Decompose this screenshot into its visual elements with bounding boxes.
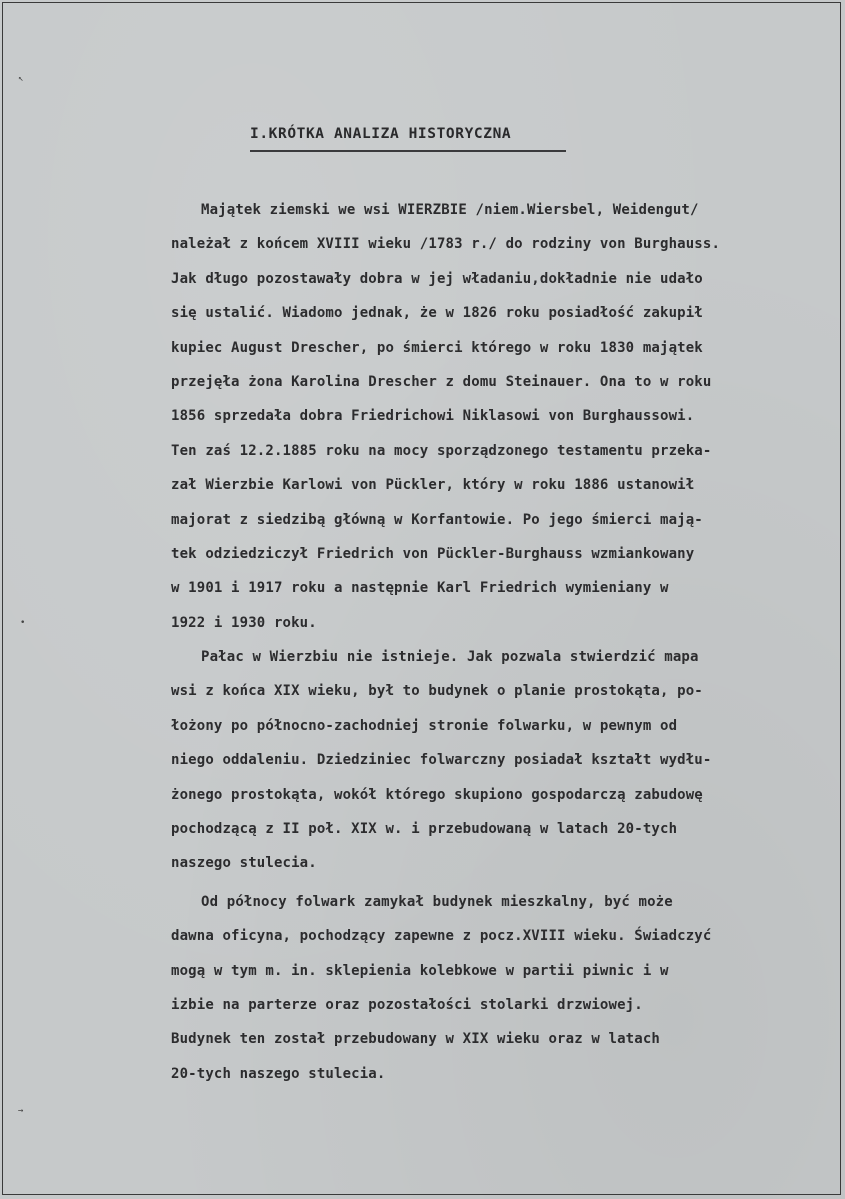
paragraph-1 [171, 193, 836, 640]
title-underline [250, 150, 566, 152]
margin-mark: ↖ [18, 74, 24, 84]
text-line: 20-tych naszego stulecia. [171, 1065, 386, 1082]
text-line: Majątek ziemski we wsi WIERZBIE /niem.Wiersbel, Weidengut/ [201, 202, 699, 218]
text-line: Jak długo pozostawały dobra w jej władaniu,dokładnie nie udało [171, 270, 703, 287]
text-line: mogą w tym m. in. sklepienia kolebkowe w partii piwnic i w [171, 962, 669, 979]
text-line: Od północy folwark zamykał budynek mieszkalny, być może [201, 893, 673, 910]
text-line: żonego prostokąta, wokół którego skupiono gospodarczą zabudowę [171, 786, 703, 803]
paragraph-3 [171, 885, 836, 1091]
text-line: 1922 i 1930 roku. [171, 614, 317, 631]
body-text [171, 193, 836, 1091]
text-line: łożony po północno-zachodniej stronie folwarku, w pewnym od [171, 717, 678, 734]
text-line: izbie na parterze oraz pozostałości stolarki drzwiowej. [171, 996, 643, 1013]
text-line: Pałac w Wierzbiu nie istnieje. Jak pozwala stwierdzić mapa [201, 649, 699, 666]
text-line: pochodzącą z II poł. XIX w. i przebudowaną w latach 20-tych [171, 821, 678, 838]
text-line: tek odziedziczył Friedrich von Pückler-Burghauss wzmiankowany [171, 545, 695, 562]
text-line: należał z końcem XVIII wieku /1783 r./ do rodziny von Burghauss. [171, 236, 721, 253]
paragraph-2 [171, 640, 836, 881]
text-line: dawna oficyna, pochodzący zapewne z pocz.XVIII wieku. Świadczyć [171, 928, 712, 945]
text-line: się ustalić. Wiadomo jednak, że w 1826 roku posiadłość zakupił [171, 305, 703, 322]
text-line: 1856 sprzedała dobra Friedrichowi Niklasowi von Burghaussowi. [171, 408, 695, 425]
text-line: przejęła żona Karolina Drescher z domu Steinauer. Ona to w roku [171, 373, 712, 390]
text-line: niego oddaleniu. Dziedziniec folwarczny posiadał kształt wydłu- [171, 752, 712, 769]
text-line: Budynek ten został przebudowany w XIX wieku oraz w latach [171, 1031, 660, 1048]
text-line: kupiec August Drescher, po śmierci którego w roku 1830 majątek [171, 339, 703, 356]
text-line: zał Wierzbie Karlowi von Pückler, który w roku 1886 ustanowił [171, 477, 695, 494]
margin-mark: → [18, 1106, 24, 1116]
text-line: w 1901 i 1917 roku a następnie Karl Friedrich wymieniany w [171, 580, 669, 597]
text-line: wsi z końca XIX wieku, był to budynek o planie prostokąta, po- [171, 683, 703, 700]
margin-mark: • [20, 618, 26, 628]
section-title: I.KRÓTKA ANALIZA HISTORYCZNA [250, 126, 512, 142]
text-line: naszego stulecia. [171, 855, 317, 872]
text-line: majorat z siedzibą główną w Korfantowie. Po jego śmierci mają- [171, 511, 703, 528]
text-line: Ten zaś 12.2.1885 roku na mocy sporządzonego testamentu przeka- [171, 442, 712, 459]
